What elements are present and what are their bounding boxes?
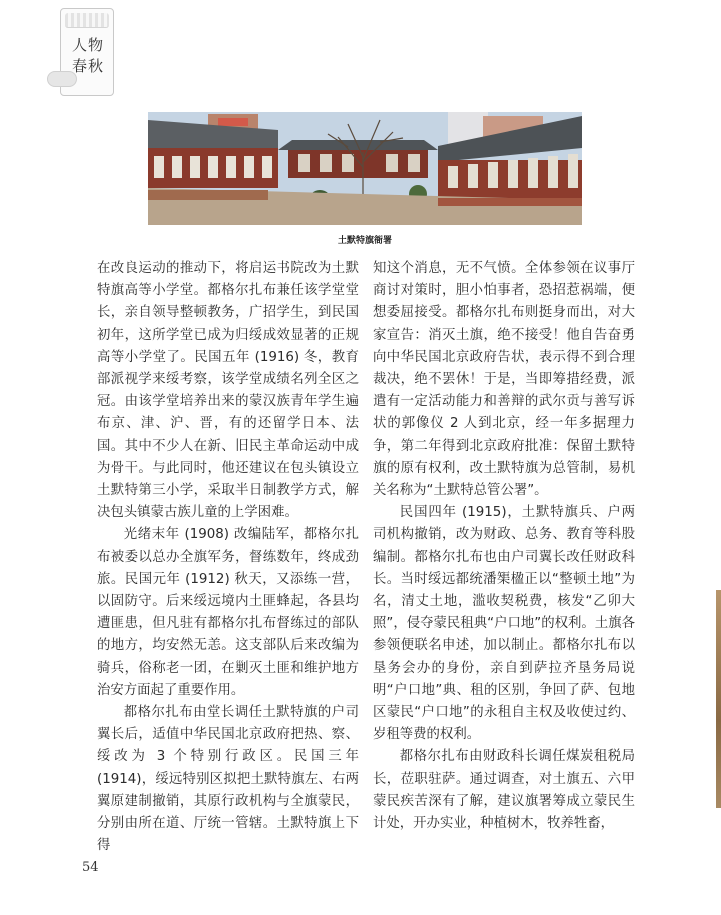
right-text-column [373,258,635,835]
paragraph: 知这个消息，无不气愤。全体参领在议事厅商讨对策时，胆小怕事者，恐招惹祸端，便想委屈接受。都格尔扎布则挺身而出，对大家宣告：消灭土旗，绝不接受！他自告奋勇向中华民国北京政府告状，表示得不到合理裁决，绝不罢休！于是，当即筹措经费，派遣有一定活动能力和善辩的武尔贡与善写诉状的郭像仪 2 人到北京，经一年多据理力争，第二年得到北京政府批准：保留土默特旗的原有权利，改土默特旗为总管制，易机关名称为“土默特总管公署”。 [373,261,635,499]
scroll-ornament [65,13,109,28]
paragraph: 都格尔扎布由财政科长调任煤炭租税局长，莅职驻萨。通过调查，对土旗五、六甲蒙民疾苦深有了解，建议旗署筹成立蒙民生计处，开办实业，种植树木，牧养牲畜， [373,749,635,832]
page-edge-strip [716,590,721,808]
photo-caption: 土默特旗衙署 [337,236,392,246]
courtyard-photo [148,112,582,225]
section-badge-line2: 春秋 [71,57,104,75]
courtyard-photo-image [148,112,582,225]
paragraph: 光绪末年 (1908) 改编陆军，都格尔扎布被委以总办全旗军务，督练数年，终成劲旅。民国元年 (1912) 秋天，又添练一营，以固防守。后来绥远境内土匪蜂起，各县均遭匪患，但凡驻有都格尔扎布督练过的部队的地方，均安然无恙。这支部队后来改编为骑兵，俗称老一团，在剿灭土匪和维护地方治安方面起了重要作用。 [97,527,359,698]
paragraph: 在改良运动的推动下，将启运书院改为土默特旗高等小学堂。都格尔扎布兼任该学堂堂长，亲自领导整顿教务，广招学生，到民国初年，这所学堂已成为归绥成效显著的正规高等小学堂了。民国五年 (1916) 冬，教育部派视学来绥考察，该学堂成绩名列全区之冠。由该学堂培养出来的蒙汉族青年学生遍布京、津、沪、晋，有的还留学日本、法国。其中不少人在新、旧民主革命运动中成为骨干。与此同时，他还建议在包头镇设立土默特第三小学，采取半日制教学方式，解决包头镇蒙古族儿童的上学困难。 [97,261,359,521]
paragraph: 都格尔扎布由堂长调任土默特旗的户司翼长后，适值中华民国北京政府把热、察、绥改为 3 个特别行政区。民国三年 (1914)，绥远特别区拟把土默特旗左、右两翼原建制撤销，其原行政机构与全旗蒙民，分别由所在道、厅统一管辖。土默特旗上下得 [97,705,359,854]
left-text-column [97,258,359,857]
page-number: 54 [82,860,99,875]
section-badge-line1: 人物 [71,36,104,54]
paragraph: 民国四年 (1915)，土默特旗兵、户两司机构撤销，改为财政、总务、教育等科股编制。都格尔扎布也由户司翼长改任财政科长。当时绥远都统潘榘楹正以“整顿土地”为名，清丈土地，滥收契税费，核发“乙卯大照”，侵夺蒙民租典“户口地”的权利。土旗各参领便联名申述，加以制止。都格尔扎布以垦务会办的身份，亲自到萨拉齐垦务局说明“户口地”典、租的区别，争回了萨、包地区蒙民“户口地”的永租自主权及收使过约、岁租等费的权利。 [373,505,635,743]
